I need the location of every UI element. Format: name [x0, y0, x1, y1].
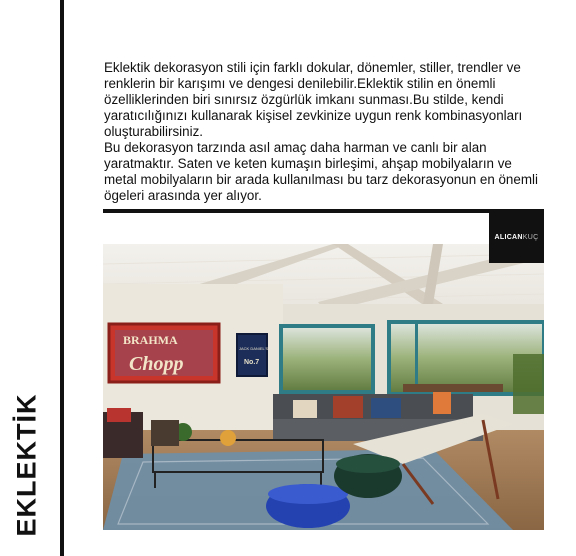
body-text: [104, 60, 548, 204]
photo-plant: [513, 354, 544, 414]
side-title: [2, 390, 52, 540]
photo-side-table: [151, 420, 179, 446]
photo-pillow: [333, 396, 363, 418]
photo-pillow: [371, 398, 401, 418]
brand-logo: [489, 211, 544, 263]
photo-flowers: [220, 430, 236, 446]
side-title-text: EKLEKTİK: [11, 393, 42, 537]
vertical-rule: [60, 0, 64, 556]
paragraph-2: Bu dekorasyon tarzında asıl amaç daha harman ve canlı bir alan yaratmaktır. Saten ve keten kumaşın birleşimi, ahşap mobilyaların ve metal mobilyaların bir arada kullanılması bu tarz dekorasyonun en önemli ögeleri arasında yer alıyor.: [104, 140, 538, 203]
horizontal-rule: [103, 209, 544, 213]
photo-jack-line1: JACK DANIEL'S: [239, 346, 269, 351]
photo-window-mullion: [415, 322, 418, 394]
photo-jack-poster: [237, 334, 267, 376]
brand-logo-bold: ALICAN: [494, 233, 523, 241]
photo-brahma-line2: Chopp: [129, 353, 184, 375]
brand-logo-light: KUÇ: [522, 233, 539, 241]
photo-jack-line2: No.7: [244, 359, 260, 366]
photo-window-left: [281, 326, 373, 392]
photo-brahma-line1: BRAHMA: [123, 333, 178, 347]
photo-dining-table: [403, 384, 503, 392]
paragraph-1: Eklektik dekorasyon stili için farklı dokular, dönemler, stiller, trendler ve renklerin bir karışımı ve dengesi denilebilir.Eklektik stilin en önemli özelliklerinden biri sınırsız özgürlük imkanı sunması.Bu stilde, kendi yaratıcılığınızı kullanarak kişisel zevkinize uygun renk kombinasyonları oluşturabilirsiniz.: [104, 60, 523, 139]
photo-pillow: [293, 400, 317, 418]
interior-photo: [103, 244, 544, 530]
